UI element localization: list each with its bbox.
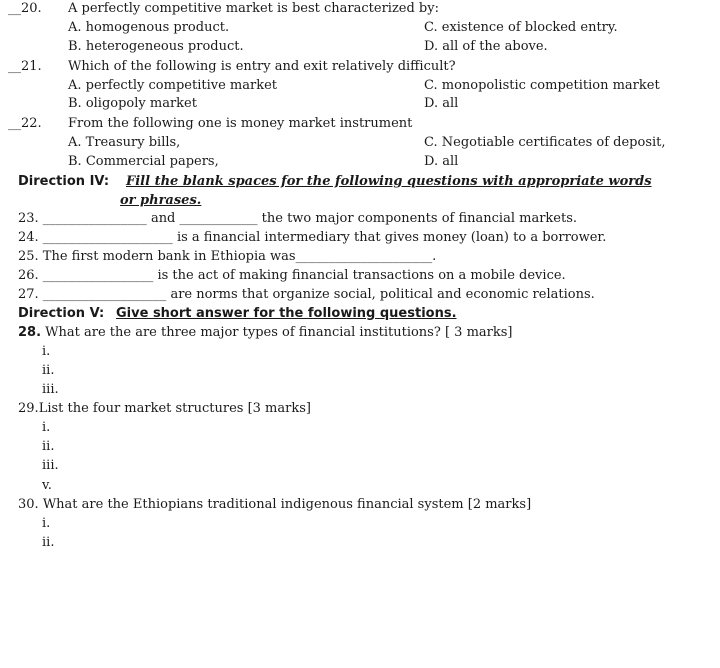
q21-stem: Which of the following is entry and exit relatively difficult? [68, 59, 456, 74]
short-question-30-number: 30. [18, 497, 39, 512]
fill-question-24: 24. ____________________ is a financial intermediary that gives money (loan) to a borrower. [18, 230, 607, 245]
q21-number: __21. [8, 59, 42, 74]
short-question-28-text: What are the are three major types of financial institutions? [ 3 marks] [41, 325, 513, 340]
short-question-30-text: What are the Ethiopians traditional indigenous financial system [2 marks] [38, 497, 532, 512]
q22-number: __22. [8, 116, 42, 131]
fill-question-25: 25. The first modern bank in Ethiopia was_____________________. [18, 249, 437, 264]
q22-option-c: C. Negotiable certificates of deposit, [424, 135, 666, 150]
short-question-29-text: List the four market structures [3 marks] [38, 401, 311, 416]
q29-item-iii: iii. [42, 458, 59, 473]
q21-option-a: A. perfectly competitive market [68, 78, 277, 93]
q29-item-i: i. [42, 420, 51, 435]
short-question-30 [18, 497, 531, 513]
fill-question-23: 23. ________________ and ____________ the two major components of financial markets. [18, 211, 578, 226]
short-question-29 [18, 401, 311, 417]
short-question-28 [18, 325, 512, 341]
direction-iv-label: Direction IV: [18, 174, 110, 189]
q20-number: __20. [8, 1, 42, 16]
q20-option-b: B. heterogeneous product. [68, 39, 244, 54]
q30-item-ii: ii. [42, 535, 55, 550]
direction-iv-text-line1: Fill the blank spaces for the following questions with appropriate words [126, 174, 652, 189]
direction-iv-text-line2: or phrases. [120, 193, 202, 208]
q20-option-c: C. existence of blocked entry. [424, 20, 618, 35]
q22-option-a: A. Treasury bills, [68, 135, 181, 150]
direction-v-text: Give short answer for the following questions. [116, 306, 457, 321]
q22-stem: From the following one is money market instrument [68, 116, 413, 131]
q21-option-b: B. oligopoly market [68, 96, 197, 111]
short-question-29-number: 29. [18, 401, 39, 416]
q28-item-ii: ii. [42, 363, 55, 378]
q28-item-i: i. [42, 344, 51, 359]
fill-question-26: 26. _________________ is the act of making financial transactions on a mobile device. [18, 268, 566, 283]
q22-option-b: B. Commercial papers, [68, 154, 219, 169]
q20-stem: A perfectly competitive market is best characterized by: [68, 1, 439, 16]
short-question-28-number: 28. [18, 325, 42, 340]
q29-item-ii: ii. [42, 439, 55, 454]
q21-option-d: D. all [424, 96, 459, 111]
direction-v-label: Direction V: [18, 306, 105, 321]
q30-item-i: i. [42, 516, 51, 531]
q20-option-a: A. homogenous product. [68, 20, 230, 35]
q22-option-d: D. all [424, 154, 459, 169]
q28-item-iii: iii. [42, 382, 59, 397]
q29-item-v: v. [42, 478, 52, 493]
fill-question-27: 27. ___________________ are norms that organize social, political and economic relations. [18, 287, 595, 302]
q21-option-c: C. monopolistic competition market [424, 78, 660, 93]
q20-option-d: D. all of the above. [424, 39, 548, 54]
